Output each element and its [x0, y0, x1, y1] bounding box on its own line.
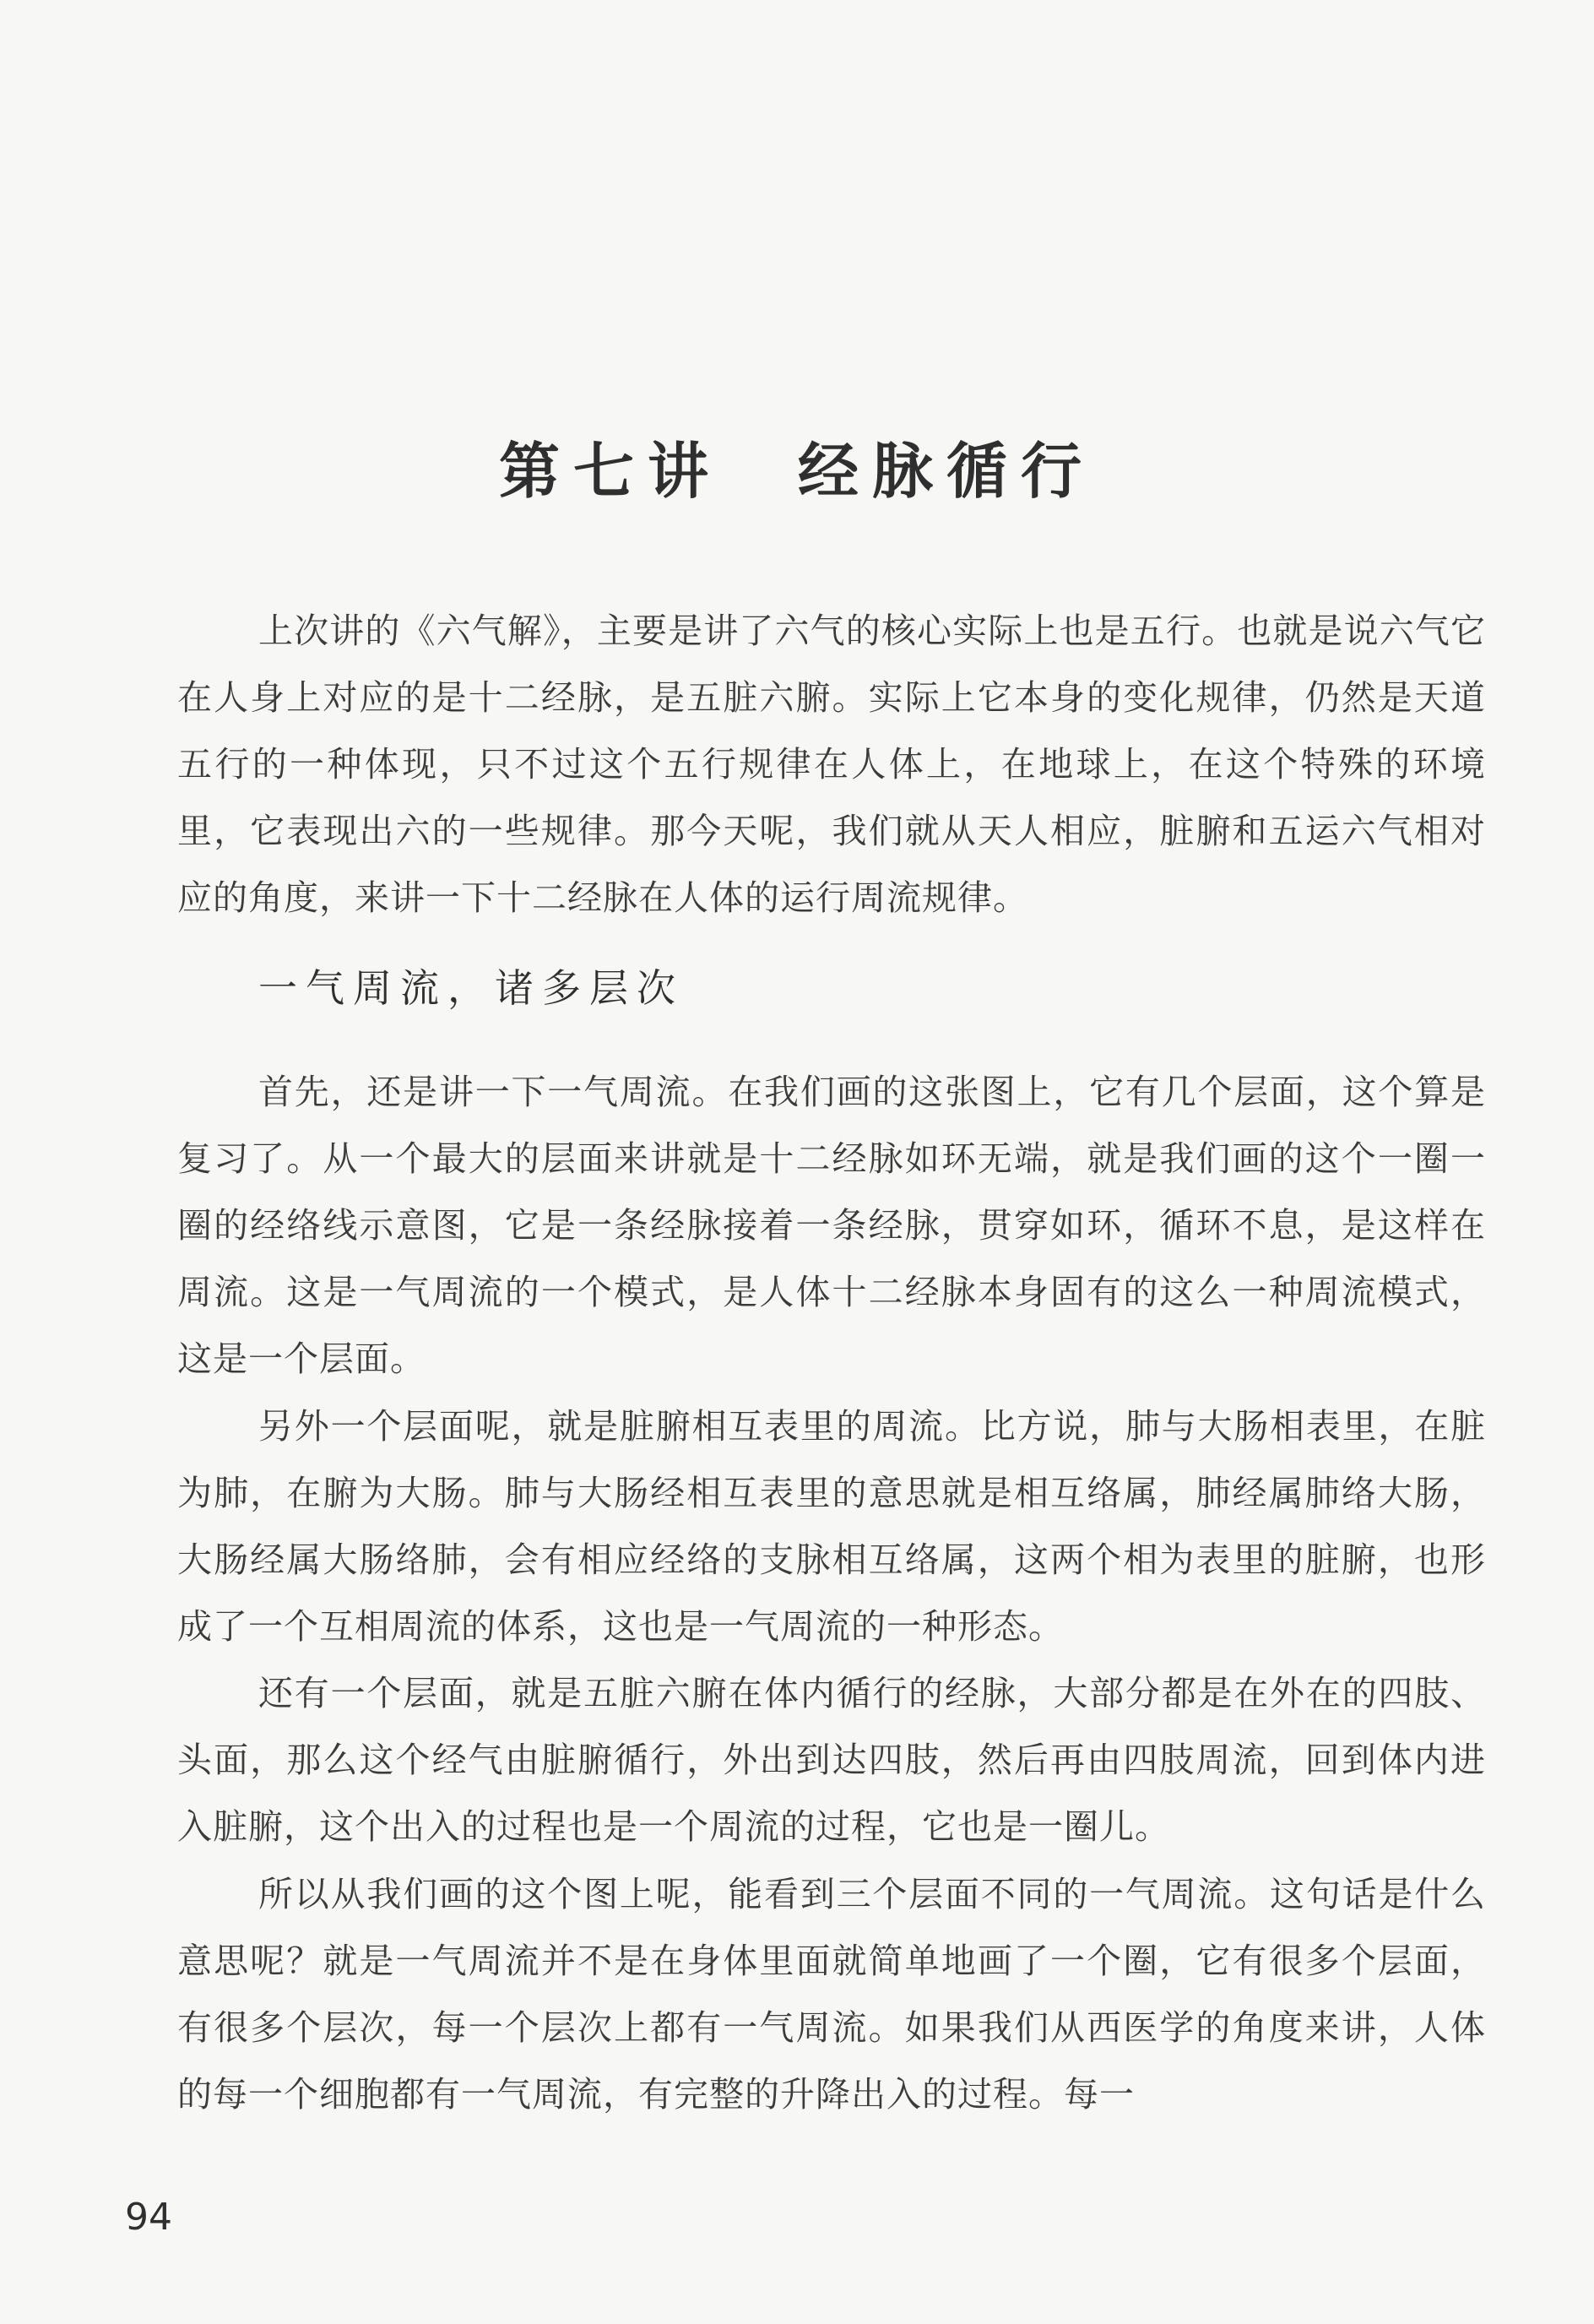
chapter-number: 第七讲	[498, 436, 722, 507]
section-paragraph-2: 另外一个层面呢，就是脏腑相互表里的周流。比方说，肺与大肠相表里，在脏为肺，在腑为大肠。肺与大肠经相互表里的意思就是相互络属，肺经属肺络大肠，大肠经属大肠络肺，会有相应经络的支脉相互络属，这两个相为表里的脏腑，也形成了一个互相周流的体系，这也是一气周流的一种形态。	[177, 1406, 1486, 1647]
intro-paragraph: 上次讲的《六气解》，主要是讲了六气的核心实际上也是五行。也就是说六气它在人身上对应的是十二经脉，是五脏六腑。实际上它本身的变化规律，仍然是天道五行的一种体现，只不过这个五行规律在人体上，在地球上，在这个特殊的环境里，它表现出六的一些规律。那今天呢，我们就从天人相应，脏腑和五运六气相对应的角度，来讲一下十二经脉在人体的运行周流规律。	[177, 611, 1486, 918]
section-paragraph-4: 所以从我们画的这个图上呢，能看到三个层面不同的一气周流。这句话是什么意思呢？就是一气周流并不是在身体里面就简单地画了一个圈，它有很多个层面，有很多个层次，每一个层次上都有一气周流。如果我们从西医学的角度来讲，人体的每一个细胞都有一气周流，有完整的升降出入的过程。每一	[177, 1874, 1486, 2115]
section-heading: 一气周流，诸多层次	[258, 965, 684, 1011]
section-paragraph-3: 还有一个层面，就是五脏六腑在体内循行的经脉，大部分都是在外在的四肢、头面，那么这个经气由脏腑循行，外出到达四肢，然后再由四肢周流，回到体内进入脏腑，这个出入的过程也是一个周流的过程，它也是一圈儿。	[177, 1673, 1486, 1847]
page-number: 94	[125, 2196, 172, 2239]
section-paragraph-1: 首先，还是讲一下一气周流。在我们画的这张图上，它有几个层面，这个算是复习了。从一个最大的层面来讲就是十二经脉如环无端，就是我们画的这个一圈一圈的经络线示意图，它是一条经脉接着一条经脉，贯穿如环，循环不息，是这样在周流。这是一气周流的一个模式，是人体十二经脉本身固有的这么一种周流模式，这是一个层面。	[177, 1072, 1486, 1379]
chapter-title	[0, 422, 1594, 510]
chapter-name: 经脉循行	[798, 436, 1096, 507]
